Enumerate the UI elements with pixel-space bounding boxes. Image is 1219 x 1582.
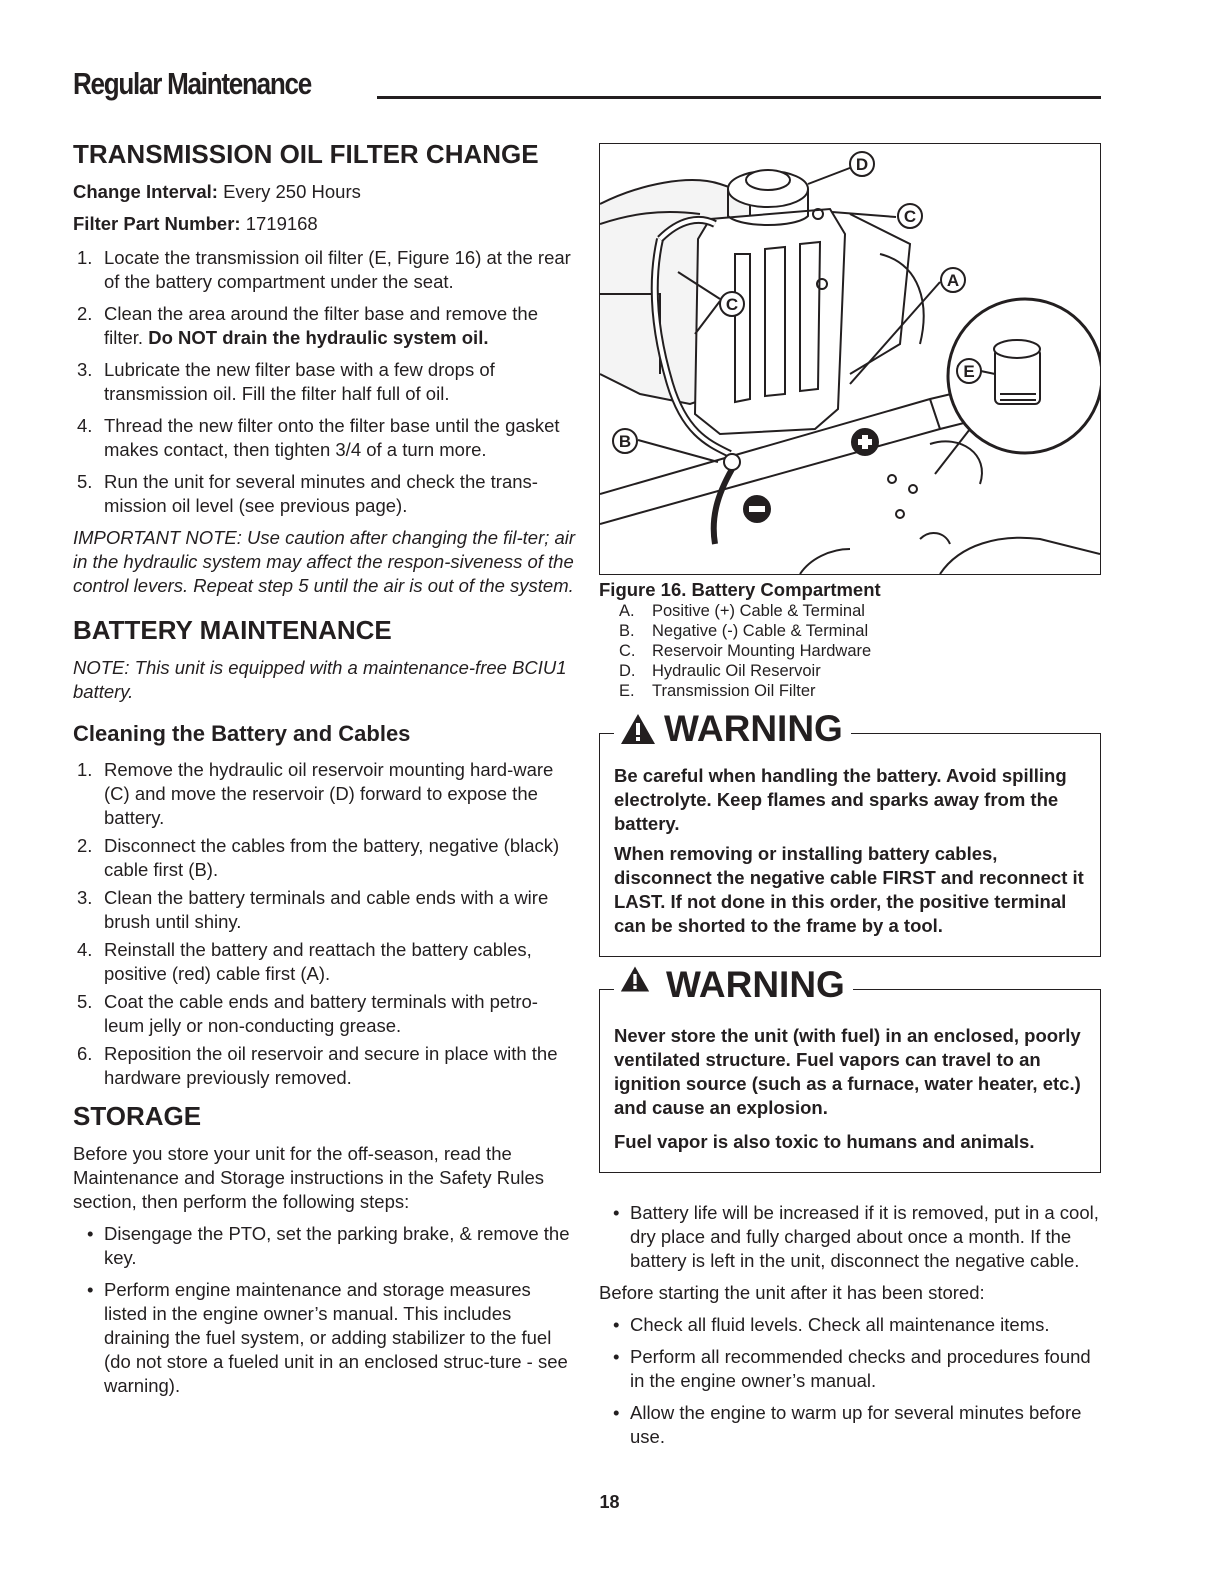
figure-caption: Figure 16. Battery Compartment xyxy=(599,579,881,600)
header-rule xyxy=(377,96,1101,99)
transmission-heading: TRANSMISSION OIL FILTER CHANGE xyxy=(73,139,539,169)
right-column xyxy=(599,143,1101,1457)
figure-legend xyxy=(619,601,1101,701)
storage-intro: Before you store your unit for the off-season, read the Maintenance and Storage instructions in the Safety Rules section, then perform the following steps: xyxy=(73,1143,545,1212)
list-item: • Check all fluid levels. Check all maintenance items. xyxy=(613,1314,1050,1335)
left-column xyxy=(73,138,578,1406)
list-item: 3. Lubricate the new filter base with a few drops of transmission oil. Fill the filter half full of oil. xyxy=(77,359,495,404)
list-item: 5. Run the unit for several minutes and check the trans-mission oil level (see previous page). xyxy=(77,471,538,516)
list-item: 2. Disconnect the cables from the battery, negative (black) cable first (B). xyxy=(77,835,560,880)
transmission-steps xyxy=(73,246,578,518)
battery-note: NOTE: This unit is equipped with a maintenance-free BCIU1 battery. xyxy=(73,657,567,702)
list-item: • Perform all recommended checks and procedures found in the engine owner’s manual. xyxy=(613,1346,1091,1391)
cleaning-subheading: Cleaning the Battery and Cables xyxy=(73,721,411,746)
change-interval: Change Interval: Every 250 Hours xyxy=(73,181,361,202)
page-title: Regular Maintenance xyxy=(73,66,311,101)
list-item: 3. Clean the battery terminals and cable ends with a wire brush until shiny. xyxy=(77,887,549,932)
warning-triangle-icon xyxy=(620,965,650,993)
callout-c-top: C xyxy=(903,207,917,226)
battery-heading: BATTERY MAINTENANCE xyxy=(73,615,392,645)
list-item: 6. Reposition the oil reservoir and secure in place with the hardware previously removed. xyxy=(77,1043,558,1088)
filter-part-number: Filter Part Number: 1719168 xyxy=(73,213,318,234)
restart-intro: Before starting the unit after it has been stored: xyxy=(599,1282,985,1303)
restart-bullets xyxy=(599,1313,1101,1449)
battery-warning-box xyxy=(599,708,1101,957)
list-item: • Disengage the PTO, set the parking brake, & remove the key. xyxy=(87,1223,570,1268)
fuel-warning-box xyxy=(599,964,1101,1173)
warning-text: Fuel vapor is also toxic to humans and animals. xyxy=(614,1131,1035,1152)
list-item: 1. Locate the transmission oil filter (E, Figure 16) at the rear of the battery compartment under the seat. xyxy=(77,247,571,292)
list-item: 4. Reinstall the battery and reattach the battery cables, positive (red) cable first (A). xyxy=(77,939,532,984)
warning-heading: WARNING xyxy=(614,965,853,1005)
callout-a: A xyxy=(946,271,960,290)
callout-d: D xyxy=(855,155,869,174)
warning-heading: WARNING xyxy=(614,709,851,749)
callout-c: C xyxy=(725,295,739,314)
list-item: 2. Clean the area around the filter base and remove the filter. Do NOT drain the hydraulic system oil. xyxy=(77,303,539,348)
legend-item: E. Transmission Oil Filter xyxy=(619,682,816,700)
list-item: • Perform engine maintenance and storage measures listed in the engine owner’s manual. This includes draining the fuel system, or adding stabilizer to the fuel (do not store a fueled unit in an enclosed struc-ture - see warning). xyxy=(87,1279,568,1396)
legend-item: A. Positive (+) Cable & Terminal xyxy=(619,602,865,620)
battery-compartment-figure xyxy=(599,143,1101,575)
important-note: IMPORTANT NOTE: Use caution after changing the fil-ter; air in the hydraulic system may affect the respon-siveness of the control levers. Repeat step 5 until the air is out of the system. xyxy=(73,527,576,596)
warning-text: When removing or installing battery cables, disconnect the negative cable FIRST and reconnect it LAST. If not done in this order, the positive terminal can be shorted to the frame by a tool. xyxy=(614,843,1084,936)
list-item: 1. Remove the hydraulic oil reservoir mounting hard-ware (C) and move the reservoir (D) forward to expose the battery. xyxy=(77,759,554,828)
list-item: • Allow the engine to warm up for several minutes before use. xyxy=(613,1402,1082,1447)
battery-steps xyxy=(73,758,578,1090)
list-item: 5. Coat the cable ends and battery terminals with petro-leum jelly or non-conducting grease. xyxy=(77,991,538,1036)
callout-b: B xyxy=(618,432,632,451)
warning-text: Be careful when handling the battery. Avoid spilling electrolyte. Keep flames and sparks away from the battery. xyxy=(614,765,1067,834)
legend-item: B. Negative (-) Cable & Terminal xyxy=(619,622,869,640)
battery-compartment-illustration xyxy=(600,144,1100,574)
list-item: • Battery life will be increased if it is removed, put in a cool, dry place and fully charged about once a month. If the battery is left in the unit, disconnect the negative cable. xyxy=(613,1202,1099,1271)
callout-e: E xyxy=(963,362,975,381)
legend-item: D. Hydraulic Oil Reservoir xyxy=(619,662,821,680)
list-item: 4. Thread the new filter onto the filter base until the gasket makes contact, then tighten 3/4 of a turn more. xyxy=(77,415,560,460)
page-number: 18 xyxy=(599,1492,620,1512)
storage-heading: STORAGE xyxy=(73,1101,202,1131)
legend-item: C. Reservoir Mounting Hardware xyxy=(619,642,872,660)
storage-bullets-continued xyxy=(599,1201,1101,1273)
storage-bullets xyxy=(73,1222,578,1398)
warning-triangle-icon xyxy=(620,713,656,745)
warning-text: Never store the unit (with fuel) in an enclosed, poorly ventilated structure. Fuel vapors can travel to an ignition source (such as a furnace, water heater, etc.) and cause an explosion. xyxy=(614,1025,1081,1118)
